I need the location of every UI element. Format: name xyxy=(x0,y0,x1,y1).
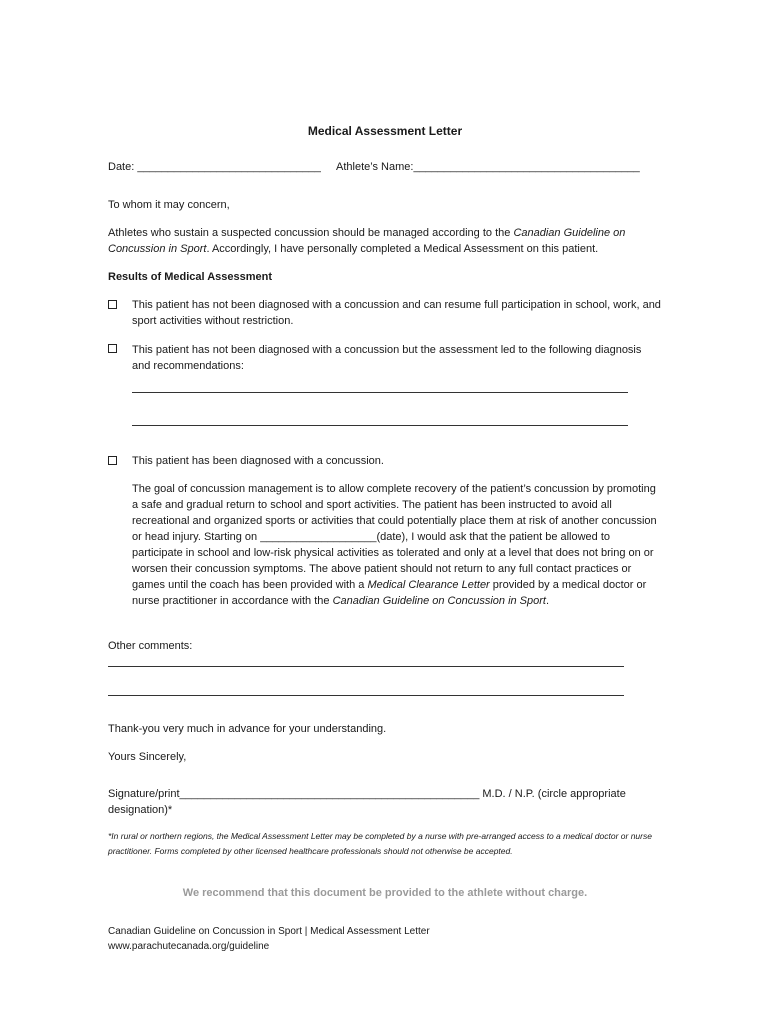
option-no-concussion-resume: This patient has not been diagnosed with a concussion and can resume full participation in school, work, and sport activities without restriction. xyxy=(132,299,661,327)
footer-title: Canadian Guideline on Concussion in Sport | Medical Assessment Letter xyxy=(108,926,430,937)
checkbox-concussion-diagnosed[interactable] xyxy=(108,456,117,465)
thanks-text: Thank-you very much in advance for your understanding. xyxy=(108,723,387,735)
checkbox-no-concussion-resume[interactable] xyxy=(108,300,117,309)
diagnosis-line-2[interactable] xyxy=(132,425,628,426)
comments-line-2[interactable] xyxy=(108,695,624,696)
diagnosis-line-1[interactable] xyxy=(132,392,628,393)
intro-paragraph: Athletes who sustain a suspected concussion should be managed according to the Canadian Guideline on Concussion in Sport. Accordingly, I have personally completed a Medical Assessment on this patient. xyxy=(108,227,626,255)
guideline-reference: Canadian Guideline on Concussion in Sport xyxy=(332,595,546,607)
checkbox-no-concussion-diagnosis[interactable] xyxy=(108,344,117,353)
signature-field[interactable]: Signature/print_________________________________________________ M.D. / N.P. (circle appropriate designation)* xyxy=(108,788,626,816)
page-title: Medical Assessment Letter xyxy=(307,124,463,138)
comments-line-1[interactable] xyxy=(108,666,624,667)
closing-text: Yours Sincerely, xyxy=(108,751,187,763)
option-no-concussion-diagnosis: This patient has not been diagnosed with a concussion but the assessment led to the following diagnosis and recommendations: xyxy=(132,344,642,372)
salutation: To whom it may concern, xyxy=(108,199,230,211)
other-comments-label: Other comments: xyxy=(108,640,193,652)
option-concussion-diagnosed: This patient has been diagnosed with a concussion. xyxy=(132,455,384,467)
footnote: *In rural or northern regions, the Medical Assessment Letter may be completed by a nurse with pre-arranged access to a medical doctor or nurse practitioner. Forms completed by other licensed healthcare professionals should not otherwise be accepted. xyxy=(108,831,652,856)
athlete-name-field[interactable]: Athlete’s Name:_____________________________________ xyxy=(336,161,640,173)
results-heading: Results of Medical Assessment xyxy=(108,271,273,283)
guideline-reference: Canadian Guideline on Concussion in Sport xyxy=(108,227,626,255)
concussion-management-paragraph: The goal of concussion management is to allow complete recovery of the patient’s concussion by promoting a safe and gradual return to school and sport activities. The patient has been instructed to avoid all recreational and organized sports or activities that could potentially place them at risk of another concussion or head injury. Starting on ___________________(date), I would ask that the patient be allowed to participate in school and low-risk physical activities as tolerated and only at a level that does not bring on or worsen their concussion symptoms. The above patient should not return to any full contact practices or games until the coach has been provided with a Medical Clearance Letter provided by a medical doctor or nurse practitioner in accordance with the Canadian Guideline on Concussion in Sport. xyxy=(132,483,657,607)
clearance-letter-reference: Medical Clearance Letter xyxy=(367,579,490,591)
footer-url[interactable]: www.parachutecanada.org/guideline xyxy=(108,941,270,952)
recommendation-note: We recommend that this document be provided to the athlete without charge. xyxy=(182,887,588,899)
date-field[interactable]: Date: ______________________________ xyxy=(108,161,321,173)
